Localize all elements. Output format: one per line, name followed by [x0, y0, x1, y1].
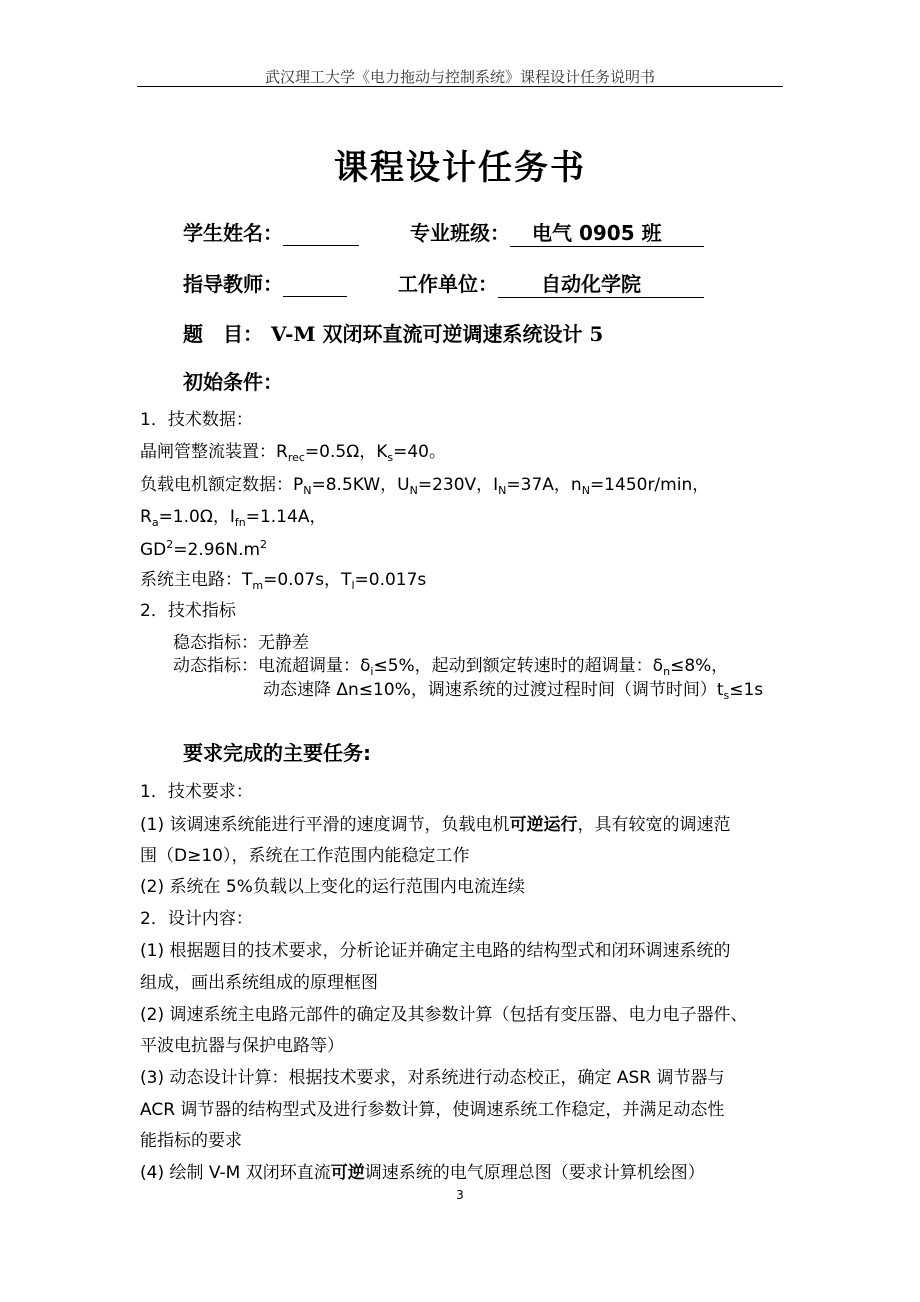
ra-value: =1.0Ω， [158, 507, 230, 527]
tech-requirements-heading: 1．技术要求： [140, 782, 253, 802]
design-3-line-1: (3) 动态设计计算：根据技术要求，对系统进行动态校正，确定 ASR 调节器与 [140, 1068, 725, 1088]
dynamic2-text: 动态速降 Δn≤10%，调速系统的过渡过程时间（调节时间）t [263, 680, 724, 700]
tm-subscript: m [252, 579, 264, 592]
u-subscript: N [409, 484, 418, 497]
topic-label: 题 目： [183, 322, 263, 346]
n-symbol: n [570, 475, 582, 495]
req1-text-a: (1) 该调速系统能进行平滑的速度调节，负载电机 [140, 815, 510, 835]
n-value: =1450r/min， [589, 475, 710, 495]
dynamic-middle: ≤5%，起动到额定转速时的超调量：δ [373, 656, 664, 676]
tm-value: =0.07s， [263, 570, 342, 590]
ifn-value: =1.14A， [245, 507, 327, 527]
req1-text-c: ，具有较宽的调速范 [577, 815, 731, 835]
design-2-line-2: 平波电抗器与保护电路等） [140, 1036, 344, 1056]
p-symbol: P [293, 475, 304, 495]
work-unit-value: 自动化学院 [498, 268, 704, 298]
i-subscript: N [498, 484, 507, 497]
dynamic2-end: ≤1s [729, 680, 764, 700]
topic-row [183, 318, 603, 347]
main-tasks-heading: 要求完成的主要任务: [183, 741, 371, 765]
ra-symbol: R [140, 507, 152, 527]
requirement-1-line-2: 围（D≥10），系统在工作范围内能稳定工作 [140, 846, 470, 866]
p-value: =8.5KW， [311, 475, 398, 495]
motor-prefix: 负载电机额定数据： [140, 475, 293, 495]
design-4 [140, 1163, 705, 1183]
motor-rating-line [140, 475, 709, 495]
rectifier-line [140, 442, 446, 462]
main-circuit-prefix: 系统主电路： [140, 570, 242, 590]
i-value: =37A， [506, 475, 571, 495]
requirement-1-line-1 [140, 815, 730, 835]
initial-conditions-heading: 初始条件： [183, 370, 283, 394]
r-value: =0.5Ω， [304, 442, 377, 462]
delta-i-subscript: i [370, 665, 374, 678]
dynamic-index-line [173, 656, 728, 676]
d4-text-a: (4) 绘制 V-M 双闭环直流 [140, 1163, 331, 1183]
work-unit-label: 工作单位： [398, 272, 498, 296]
design-1-line-1: (1) 根据题目的技术要求，分析论证并确定主电路的结构型式和闭环调速系统的 [140, 941, 731, 961]
requirement-2: (2) 系统在 5%负载以上变化的运行范围内电流连续 [140, 877, 525, 897]
design-1-line-2: 组成，画出系统组成的原理框图 [140, 973, 378, 993]
header-rule [137, 86, 783, 87]
major-class-row [410, 217, 704, 247]
k-value: =40。 [393, 442, 446, 462]
design-2-line-1: (2) 调速系统主电路元部件的确定及其参数计算（包括有变压器、电力电子器件、 [140, 1005, 748, 1025]
gd-symbol: GD [140, 540, 167, 560]
rectifier-prefix: 晶闸管整流装置： [140, 442, 276, 462]
ifn-symbol: I [229, 507, 235, 527]
main-circuit-line [140, 570, 426, 590]
armature-line [140, 507, 326, 527]
dynamic-prefix: 动态指标：电流超调量：δ [173, 656, 371, 676]
tech-index-heading: 2．技术指标 [140, 601, 236, 621]
dynamic-index-line-2 [263, 680, 763, 700]
running-header: 武汉理工大学《电力拖动与控制系统》课程设计任务说明书 [264, 68, 655, 86]
p-subscript: N [303, 484, 312, 497]
ts-subscript: s [723, 689, 730, 702]
d4-text-c: 调速系统的电气原理总图（要求计算机绘图） [364, 1163, 705, 1183]
tm-symbol: T [242, 570, 253, 590]
n-subscript: N [581, 484, 590, 497]
teacher-row [183, 268, 347, 297]
r-symbol: R [276, 442, 288, 462]
gd-unit-superscript: 2 [260, 538, 268, 551]
design-content-heading: 2．设计内容： [140, 909, 253, 929]
tech-data-heading: 1．技术数据： [140, 410, 253, 430]
tl-symbol: T [341, 570, 352, 590]
tl-subscript: l [351, 579, 355, 592]
u-value: =230V， [417, 475, 494, 495]
d4-bold: 可逆 [330, 1163, 365, 1183]
teacher-label: 指导教师： [183, 272, 283, 296]
ifn-subscript: fn [234, 516, 246, 529]
work-unit-row [398, 268, 704, 298]
student-name-row [183, 217, 359, 246]
gd-value: =2.96N.m [173, 540, 261, 560]
teacher-blank [283, 272, 347, 297]
req1-bold: 可逆运行 [509, 815, 578, 835]
dynamic-end: ≤8%， [670, 656, 729, 676]
u-symbol: U [397, 475, 410, 495]
k-symbol: K [376, 442, 388, 462]
topic-value: V-M 双闭环直流可逆调速系统设计 5 [271, 322, 604, 346]
design-3-line-2: ACR 调节器的结构型式及进行参数计算，使调速系统工作稳定，并满足动态性 [140, 1100, 725, 1120]
tl-value: =0.017s [354, 570, 427, 590]
gd-superscript: 2 [166, 538, 174, 551]
page-title: 课程设计任务书 [334, 148, 586, 188]
steady-state-index: 稳态指标：无静差 [173, 633, 309, 653]
r-subscript: rec [287, 451, 305, 464]
major-class-value: 电气 0905 班 [510, 217, 704, 247]
delta-n-subscript: n [663, 665, 671, 678]
student-name-label: 学生姓名： [183, 221, 283, 245]
k-subscript: s [387, 451, 394, 464]
ra-subscript: a [151, 516, 159, 529]
page-number: 3 [456, 1188, 464, 1202]
gd2-line [140, 540, 267, 560]
i-symbol: I [493, 475, 499, 495]
major-class-label: 专业班级： [410, 221, 510, 245]
student-name-blank [283, 221, 359, 246]
design-3-line-3: 能指标的要求 [140, 1131, 242, 1151]
